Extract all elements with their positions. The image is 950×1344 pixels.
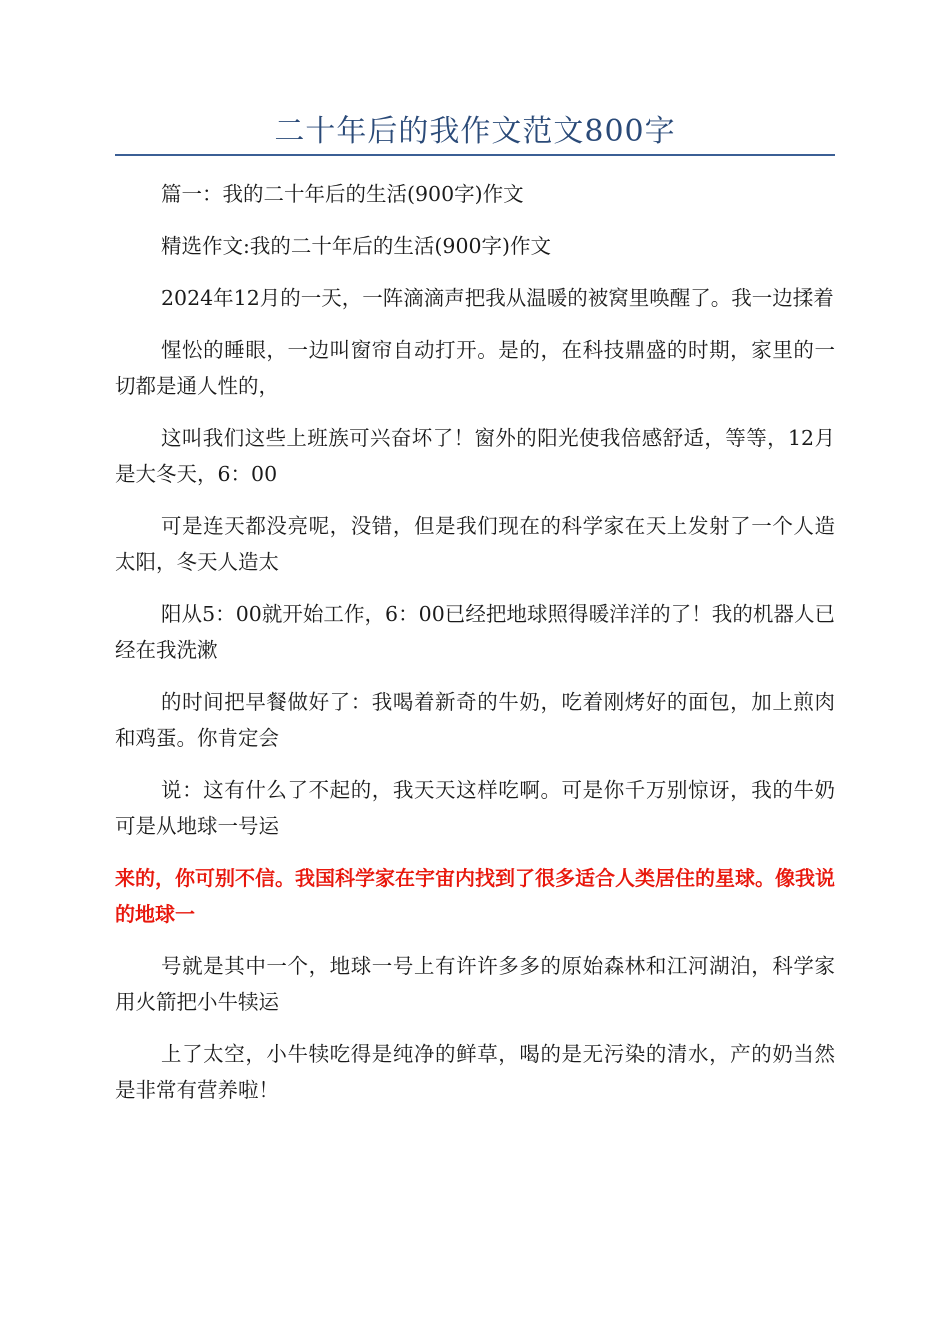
paragraph-11: 号就是其中一个，地球一号上有许许多多的原始森林和江河湖泊，科学家用火箭把小牛犊运 xyxy=(115,954,835,1014)
paragraph-10-highlight: 来的，你可别不信。我国科学家在宇宙内找到了很多适合人类居住的星球。像我说的地球一 xyxy=(115,866,835,926)
paragraph-5: 这叫我们这些上班族可兴奋坏了！窗外的阳光使我倍感舒适，等等，12月是大冬天，6：00 xyxy=(115,426,835,486)
paragraph-6: 可是连天都没亮呢，没错，但是我们现在的科学家在天上发射了一个人造太阳，冬天人造太 xyxy=(115,514,835,574)
document-body xyxy=(115,176,835,1124)
paragraph-1: 篇一：我的二十年后的生活(900字)作文 xyxy=(161,182,524,206)
paragraph-12: 上了太空，小牛犊吃得是纯净的鲜草，喝的是无污染的清水，产的奶当然是非常有营养啦！ xyxy=(115,1042,835,1102)
paragraph-8: 的时间把早餐做好了：我喝着新奇的牛奶，吃着刚烤好的面包，加上煎肉和鸡蛋。你肯定会 xyxy=(115,690,835,750)
paragraph-7: 阳从5：00就开始工作，6：00已经把地球照得暖洋洋的了！我的机器人已经在我洗漱 xyxy=(115,602,835,662)
paragraph-4: 惺忪的睡眼，一边叫窗帘自动打开。是的，在科技鼎盛的时期，家里的一切都是通人性的， xyxy=(115,338,835,398)
paragraph-3: 2024年12月的一天，一阵滴滴声把我从温暖的被窝里唤醒了。我一边揉着 xyxy=(161,286,834,310)
document-title: 二十年后的我作文范文800字 xyxy=(274,114,676,149)
paragraph-9: 说：这有什么了不起的，我天天这样吃啊。可是你千万别惊讶，我的牛奶可是从地球一号运 xyxy=(115,778,835,838)
title-underline xyxy=(115,154,835,156)
paragraph-2: 精选作文:我的二十年后的生活(900字)作文 xyxy=(161,234,552,258)
